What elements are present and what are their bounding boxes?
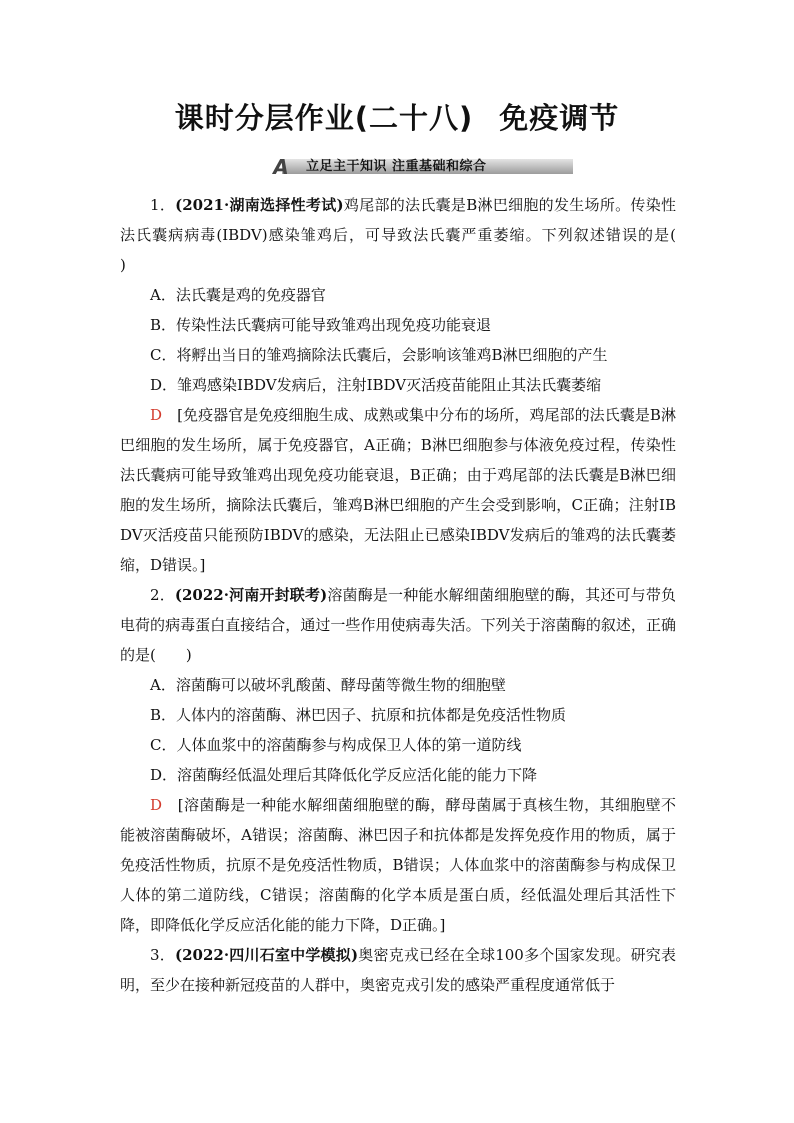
question-stem-text: 溶菌酶是一种能水解细菌细胞壁的酶，其还可与带负电荷的病毒蛋白直接结合，通过一些作用使病毒失活。下列关于溶菌酶的叙述，正确的是( )	[120, 586, 676, 664]
title-topic: 免疫调节	[499, 101, 620, 135]
question-number: 2．	[150, 586, 175, 604]
question-2-option-b: B．人体内的溶菌酶、淋巴因子、抗原和抗体都是免疫活性物质	[150, 706, 567, 724]
question-2-option-a: A．溶菌酶可以破坏乳酸菌、酵母菌等微生物的细胞壁	[150, 676, 506, 694]
question-number: 3．	[150, 946, 175, 964]
question-stem-text: 鸡尾部的法氏囊是B淋巴细胞的发生场所。传染性法氏囊病病毒(IBDV)感染雏鸡后，可导致法氏囊严重萎缩。下列叙述错误的是( )	[120, 196, 707, 274]
title-main: 课时分层作业(二十八)	[174, 101, 474, 135]
question-3-stem	[120, 940, 676, 1000]
question-2-answer	[120, 790, 676, 940]
question-1-option-b: B．传染性法氏囊病可能导致雏鸡出现免疫功能衰退	[150, 316, 492, 334]
question-1-option-c: C．将孵出当日的雏鸡摘除法氏囊后，会影响该雏鸡B淋巴细胞的产生	[150, 346, 608, 364]
answer-letter: D	[150, 796, 163, 814]
question-2-option-d: D．溶菌酶经低温处理后其降低化学反应活化能的能力下降	[150, 766, 538, 784]
question-source: (2022·四川石室中学模拟)	[174, 946, 359, 964]
question-2-option-c: C．人体血浆中的溶菌酶参与构成保卫人体的第一道防线	[150, 736, 522, 754]
answer-explanation: [免疫器官是免疫细胞生成、成熟或集中分布的场所，鸡尾部的法氏囊是B淋巴细胞的发生场所，属于免疫器官，A正确；B淋巴细胞参与体液免疫过程，传染性法氏囊病可能导致雏鸡出现免疫功能衰退，B正确；由于鸡尾部的法氏囊是B淋巴细胞的发生场所，摘除法氏囊后，雏鸡B淋巴细胞的产生会受到影响，C正确；注射IBDV灭活疫苗只能预防IBDV的感染，无法阻止已感染IBDV发病后的雏鸡的法氏囊萎缩，D错误。]	[120, 406, 676, 574]
page-title	[0, 96, 794, 137]
section-a-badge-icon: A	[273, 155, 289, 179]
question-source: (2022·河南开封联考)	[174, 586, 328, 604]
section-banner	[270, 156, 573, 178]
question-2-stem	[120, 580, 676, 670]
banner-text: 立足主干知识 注重基础和综合	[306, 159, 487, 174]
question-1-stem	[120, 190, 707, 280]
answer-explanation: [溶菌酶是一种能水解细菌细胞壁的酶，酵母菌属于真核生物，其细胞壁不能被溶菌酶破坏，A错误；溶菌酶、淋巴因子和抗体都是发挥免疫作用的物质，属于免疫活性物质，抗原不是免疫活性物质，B错误；人体血浆中的溶菌酶参与构成保卫人体的第二道防线，C错误；溶菌酶的化学本质是蛋白质，经低温处理后其活性下降，即降低化学反应活化能的能力下降，D正确。]	[120, 796, 676, 934]
question-source: (2021·湖南选择性考试)	[175, 196, 344, 214]
question-number: 1．	[150, 196, 176, 214]
questions-content	[120, 190, 707, 1000]
question-1-answer	[120, 400, 676, 580]
question-stem-text: 奥密克戎已经在全球100多个国家发现。研究表明，至少在接种新冠疫苗的人群中，奥密克戎引发的感染严重程度通常低于	[120, 946, 676, 994]
answer-letter: D	[150, 406, 163, 424]
question-1-option-a: A．法氏囊是鸡的免疫器官	[150, 286, 326, 304]
question-1-option-d: D．雏鸡感染IBDV发病后，注射IBDV灭活疫苗能阻止其法氏囊萎缩	[150, 376, 602, 394]
